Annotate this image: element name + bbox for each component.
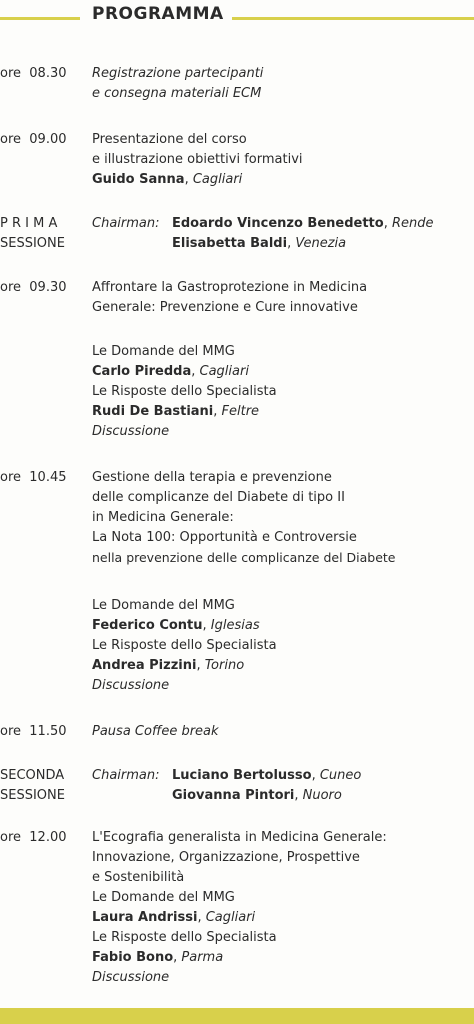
item-content [92, 278, 470, 318]
item-text: Gestione della terapia e prevenzione [92, 470, 332, 485]
header-rule-left [0, 17, 80, 20]
item-content [92, 722, 470, 742]
chair-name: Luciano Bertolusso [172, 768, 312, 783]
time-label: ore 10.45 [0, 470, 67, 485]
speaker: Guido Sanna, Cagliari [92, 172, 243, 187]
item-text: Generale: Prevenzione e Cure innovative [92, 300, 358, 315]
item-text: L'Ecografia generalista in Medicina Generale: [92, 830, 387, 845]
chair-city: Nuoro [302, 788, 342, 803]
time-label: ore 12.00 [0, 830, 67, 845]
item-text: e consegna materiali ECM [92, 86, 262, 101]
qa-content [92, 342, 470, 442]
item-text: Innovazione, Organizzazione, Prospettive [92, 850, 360, 865]
time-label: ore 11.50 [0, 724, 67, 739]
speaker: Laura Andrissi, Cagliari [92, 910, 256, 925]
speaker: Rudi De Bastiani, Feltre [92, 404, 260, 419]
speaker: Andrea Pizzini, Torino [92, 658, 245, 673]
time-label: ore 09.00 [0, 132, 67, 147]
qa-label: Le Risposte dello Specialista [92, 638, 277, 653]
session-label: P R I M A SESSIONE [0, 216, 65, 251]
chair-name: Edoardo Vincenzo Benedetto [172, 216, 384, 231]
qa-label: Le Domande del MMG [92, 598, 235, 613]
item-text: Affrontare la Gastroprotezione in Medicina [92, 280, 368, 295]
session-label: SECONDA SESSIONE [0, 768, 65, 803]
footer-band [0, 1008, 474, 1024]
item-content [92, 828, 470, 988]
item-content [92, 468, 470, 568]
speaker: Carlo Piredda, Cagliari [92, 364, 249, 379]
time-label: ore 09.30 [0, 280, 67, 295]
chair-city: Rende [391, 216, 434, 231]
discussion-label: Discussione [92, 678, 170, 693]
discussion-label: Discussione [92, 424, 170, 439]
item-content [92, 130, 470, 190]
chair-label: Chairman: [92, 768, 160, 783]
speaker: Federico Contu, Iglesias [92, 618, 260, 633]
chair-name: Giovanna Pintori [172, 788, 295, 803]
item-text: delle complicanze del Diabete di tipo II [92, 490, 345, 505]
page-title: PROGRAMMA [92, 4, 224, 24]
item-text: La Nota 100: Opportunità e Controversie [92, 530, 357, 545]
speaker: Fabio Bono, Parma [92, 950, 224, 965]
item-text: nella prevenzione delle complicanze del Diabete [92, 550, 396, 565]
chair-list: Chairman: Luciano Bertolusso, Cuneo Giovanna Pintori, Nuoro [92, 768, 362, 803]
item-text: Registrazione partecipanti [92, 66, 264, 81]
qa-label: Le Risposte dello Specialista [92, 930, 277, 945]
chair-list: Chairman: Edoardo Vincenzo Benedetto, Rende Elisabetta Baldi, Venezia [92, 216, 434, 251]
time-label: ore 08.30 [0, 66, 67, 81]
item-text: in Medicina Generale: [92, 510, 234, 525]
item-content [92, 64, 470, 104]
qa-label: Le Domande del MMG [92, 890, 235, 905]
chair-city: Venezia [295, 236, 347, 251]
programme-header [0, 0, 474, 36]
item-text: Presentazione del corso [92, 132, 247, 147]
qa-label: Le Risposte dello Specialista [92, 384, 277, 399]
header-rule-right [232, 17, 474, 20]
item-text: e Sostenibilità [92, 870, 185, 885]
chair-name: Elisabetta Baldi [172, 236, 288, 251]
item-text: Pausa Coffee break [92, 724, 219, 739]
item-text: e illustrazione obiettivi formativi [92, 152, 303, 167]
chair-label: Chairman: [92, 216, 160, 231]
qa-label: Le Domande del MMG [92, 344, 235, 359]
qa-content [92, 596, 470, 696]
chair-city: Cuneo [319, 768, 362, 783]
discussion-label: Discussione [92, 970, 170, 985]
